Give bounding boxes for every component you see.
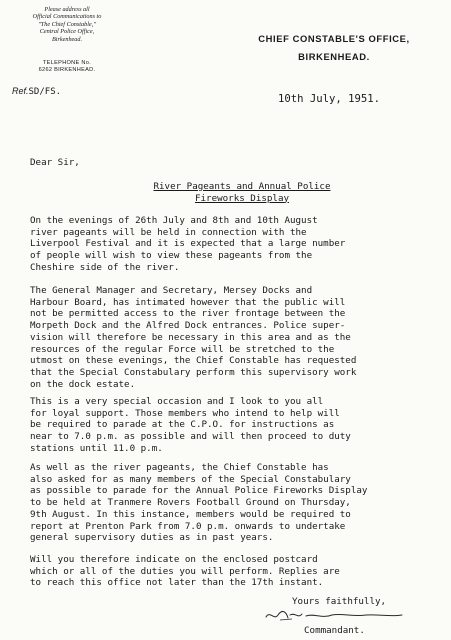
address-line: Please address all bbox=[44, 6, 90, 13]
letterhead-telephone bbox=[8, 60, 126, 74]
telephone-label: TELEPHONE No. bbox=[42, 60, 92, 66]
telephone-number: 6262 BIRKENHEAD. bbox=[38, 67, 96, 73]
handwritten-signature bbox=[262, 607, 412, 623]
body-paragraph-5: Will you therefore indicate on the enclosed postcard which or all of the duties you will perform. Replies are to reach this office not later than the 17th instant. bbox=[30, 554, 340, 589]
subject-line-1: River Pageants and Annual Police bbox=[153, 181, 331, 192]
office-town: BIRKENHEAD. bbox=[298, 51, 370, 62]
salutation: Dear Sir, bbox=[30, 157, 80, 168]
closing: Yours faithfully, bbox=[292, 596, 387, 607]
subject-line-2: Fireworks Display bbox=[194, 192, 290, 204]
reference-value: SD/FS. bbox=[28, 87, 62, 97]
letterhead-address-instructions bbox=[8, 6, 126, 43]
body-paragraph-3: This is a very special occasion and I look to you all for loyal support. Those members who intend to help will be required to parade at the C.P.O. for instructions as near to 7.0 p.m. as possible and will then proceed to duty stations until 11.0 p.m. bbox=[30, 396, 351, 454]
address-line: Official Communications to bbox=[32, 13, 102, 21]
letter-date: 10th July, 1951. bbox=[278, 93, 381, 105]
office-name: CHIEF CONSTABLE'S OFFICE, bbox=[258, 33, 410, 44]
letterhead-office bbox=[236, 30, 432, 66]
address-line: Central Police Office, bbox=[39, 28, 95, 36]
letter-subject bbox=[82, 181, 402, 204]
body-paragraph-2: The General Manager and Secretary, Mersey Docks and Harbour Board, has intimated however that the public will not be permitted access to the river frontage between the Morpeth Dock and the Alfred Dock entrances. Police super- vision will therefore be necessary in this area and as the resources of the regular Force will be stretched to the utmost on these evenings, the Chief Constable has requested that the Special Constabulary perform this supervisory work on the dock estate. bbox=[30, 285, 357, 390]
reference-label: Ref. bbox=[12, 86, 29, 96]
address-line: "The Chief Constable," bbox=[38, 20, 96, 28]
body-paragraph-1: On the evenings of 26th July and 8th and 10th August river pageants will be held in connection with the Liverpool Festival and it is expected that a large number of people will wish to view these pageants from the Cheshire side of the river. bbox=[30, 215, 346, 273]
address-line: Birkenhead. bbox=[51, 35, 83, 43]
reference bbox=[12, 86, 61, 97]
signatory-title: Commandant. bbox=[304, 625, 365, 636]
body-paragraph-4: As well as the river pageants, the Chief Constable has also asked for as many members of the Special Constabulary as possible to parade for the Annual Police Fireworks Display to be held at Tranmere Rovers Football Ground on Thursday, 9th August. In this instance, members would be required to report at Prenton Park from 7.0 p.m. onwards to undertake general supervisory duties as in past years. bbox=[30, 462, 368, 544]
